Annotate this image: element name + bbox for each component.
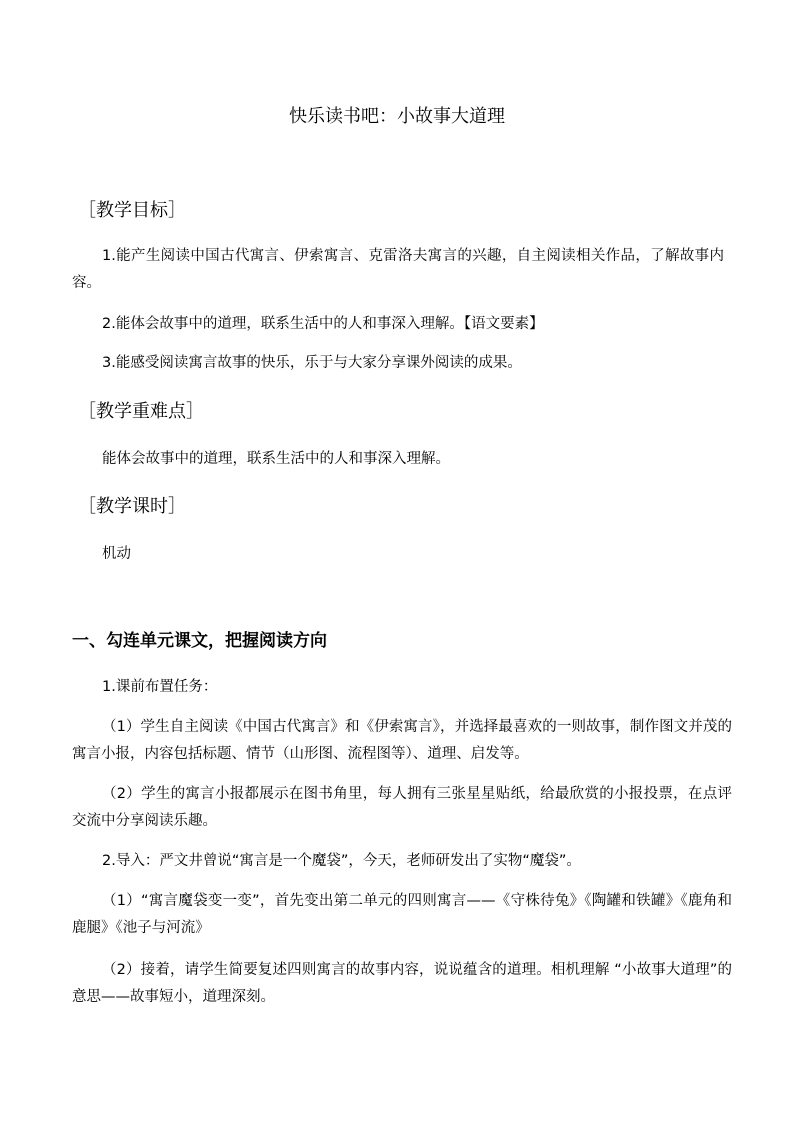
step-1-item-1: （1）学生自主阅读《中国古代寓言》和《伊索寓言》，并选择最喜欢的一则故事，制作图文并茂的寓言小报，内容包括标题、情节（山形图、流程图等）、道理、启发等。 [72,719,732,762]
step-2-title: 2.导入：严文井曾说“寓言是一个魔袋”，今天，老师研发出了实物“魔袋”。 [102,853,581,869]
objectives-heading: ［教学目标］ [78,200,186,221]
part-one-heading: 一、勾连单元课文，把握阅读方向 [72,631,327,651]
class-hours-text: 机动 [102,546,131,562]
objective-item-1: 1.能产生阅读中国古代寓言、伊索寓言、克雷洛夫寓言的兴趣，自主阅读相关作品，了解故事内容。 [72,248,724,291]
objective-item-2: 2.能体会故事中的道理，联系生活中的人和事深入理解。【语文要素】 [102,316,544,332]
key-points-heading: ［教学重难点］ [78,401,204,422]
class-hours-heading: ［教学课时］ [78,496,186,517]
key-points-text: 能体会故事中的道理，联系生活中的人和事深入理解。 [102,451,450,467]
step-1-item-2: （2）学生的寓言小报都展示在图书角里，每人拥有三张星星贴纸，给最欣赏的小报投票，在点评交流中分享阅读乐趣。 [72,786,732,829]
document-title: 快乐读书吧：小故事大道理 [289,106,505,127]
objective-item-3: 3.能感受阅读寓言故事的快乐，乐于与大家分享课外阅读的成果。 [102,355,522,371]
step-1-title: 1.课前布置任务： [102,679,218,695]
step-2-item-2: （2）接着，请学生简要复述四则寓言的故事内容，说说蕴含的道理。相机理解 “小故事大道理”的意思——故事短小，道理深刻。 [72,962,732,1005]
step-2-item-1: （1）“寓言魔袋变一变”，首先变出第二单元的四则寓言——《守株待兔》《陶罐和铁罐》《鹿角和鹿腿》《池子与河流》 [72,893,732,936]
